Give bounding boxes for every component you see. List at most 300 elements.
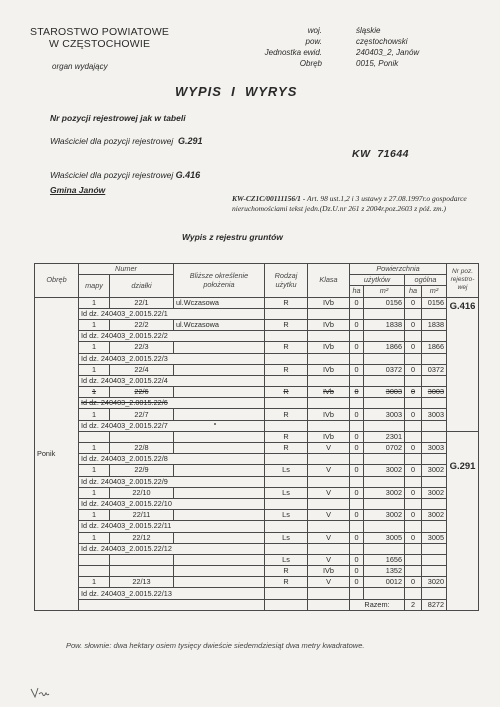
parcel-location [174, 487, 265, 498]
parcel-number: 22/1 [110, 297, 174, 308]
parcel-number: 22/11 [110, 510, 174, 521]
total-ha: 2 [405, 599, 422, 610]
parcel-id: Id dz. 240403_2.0015.22/2 [79, 331, 265, 342]
soil-class: IVb [308, 342, 350, 353]
empty-cell [174, 431, 265, 442]
register-extract-title: Wypis z rejestru gruntów [182, 232, 283, 242]
soil-class: IVb [308, 431, 350, 442]
use-area-ha: 0 [350, 510, 364, 521]
total-area-ha: 0 [405, 319, 422, 330]
empty-cell [265, 375, 308, 386]
empty-cell [364, 398, 405, 409]
empty-cell [110, 431, 174, 442]
use-area-m2: 1352 [364, 566, 405, 577]
area-in-words: Pow. słownie: dwa hektary osiem tysięcy dwieście siedemdziesiąt dwa metry kwadratowe. [66, 641, 365, 650]
parcel-number: 22/4 [110, 364, 174, 375]
owner-position: G.291 [178, 136, 203, 146]
empty-cell [364, 498, 405, 509]
empty-cell [265, 588, 308, 599]
parcel-number: 22/7 [110, 409, 174, 420]
issuing-authority [30, 26, 169, 50]
total-m2: 8272 [422, 599, 447, 610]
empty-cell [422, 476, 447, 487]
table-row [35, 577, 479, 588]
empty-cell [364, 476, 405, 487]
col-header-total-area: ogólna [405, 275, 447, 286]
col-header-area: Powierzchnia [350, 264, 447, 275]
total-area-ha: 0 [405, 443, 422, 454]
kw-code: KW-CZ1C/00111156/1 [232, 194, 301, 203]
owner-label: Właściciel dla pozycji rejestrowej [50, 136, 174, 146]
use-area-m2: 3002 [364, 510, 405, 521]
empty-cell [308, 353, 350, 364]
total-area-m2: 3003 [422, 409, 447, 420]
use-area-ha: 0 [350, 297, 364, 308]
use-area-ha: 0 [350, 554, 364, 565]
empty-cell [422, 375, 447, 386]
total-area-ha: 0 [405, 342, 422, 353]
empty-cell [405, 543, 422, 554]
empty-cell [350, 398, 364, 409]
empty-cell [308, 420, 350, 431]
parcel-id-row [35, 308, 479, 319]
land-use-type: Ls [265, 465, 308, 476]
parcel-id-row [35, 476, 479, 487]
use-area-m2: 0156 [364, 297, 405, 308]
soil-class: V [308, 532, 350, 543]
empty-cell [174, 554, 265, 565]
use-area-m2: 0702 [364, 443, 405, 454]
soil-class: IVb [308, 364, 350, 375]
empty-cell [265, 543, 308, 554]
map-number: 1 [79, 319, 110, 330]
table-row [35, 532, 479, 543]
empty-cell [364, 331, 405, 342]
parcel-location [174, 577, 265, 588]
parcel-number: 22/13 [110, 577, 174, 588]
empty-cell [350, 375, 364, 386]
empty-cell [308, 588, 350, 599]
land-registry-number: KW 71644 [352, 148, 410, 160]
parcel-id: Id dz. 240403_2.0015.22/10 [79, 498, 265, 509]
total-area-m2: 1866 [422, 342, 447, 353]
precinct-label: Obręb [299, 59, 322, 68]
use-area-ha: 0 [350, 487, 364, 498]
col-header-land-use: Rodzaj użytku [265, 264, 308, 298]
table-row [35, 431, 479, 442]
soil-class: V [308, 465, 350, 476]
col-header-use-ha: ha [350, 286, 364, 297]
soil-class: V [308, 487, 350, 498]
total-area-m2: 3002 [422, 487, 447, 498]
empty-cell [265, 498, 308, 509]
register-position-note: Nr pozycji rejestrowej jak w tabeli [50, 113, 186, 123]
owner-name: Gmina Janów [50, 185, 106, 195]
use-area-ha: 0 [350, 532, 364, 543]
empty-cell [405, 398, 422, 409]
empty-cell [265, 599, 308, 610]
empty-cell [350, 521, 364, 532]
empty-cell [422, 588, 447, 599]
parcel-number: 22/8 [110, 443, 174, 454]
empty-cell [405, 588, 422, 599]
soil-class: V [308, 443, 350, 454]
soil-class: IVb [308, 319, 350, 330]
empty-cell [265, 454, 308, 465]
land-use-type: R [265, 566, 308, 577]
empty-cell [350, 308, 364, 319]
parcel-id: Id dz. 240403_2.0015.22/12 [79, 543, 265, 554]
county-label: pow. [305, 37, 322, 46]
total-area-ha: 0 [405, 387, 422, 398]
soil-class: V [308, 510, 350, 521]
total-label: Razem: [350, 599, 405, 610]
empty-cell [405, 454, 422, 465]
use-area-ha: 0 [350, 431, 364, 442]
soil-class: IVb [308, 566, 350, 577]
total-area-m2: 3005 [422, 532, 447, 543]
col-header-use-area: użytków [350, 275, 405, 286]
empty-cell [422, 398, 447, 409]
empty-cell [422, 498, 447, 509]
empty-cell [350, 498, 364, 509]
empty-cell [405, 554, 422, 565]
map-number: 1 [79, 364, 110, 375]
map-number: 1 [79, 387, 110, 398]
legal-basis-note [232, 194, 472, 214]
map-number: 1 [79, 409, 110, 420]
total-area-m2: 3002 [422, 465, 447, 476]
land-use-type: Ls [265, 510, 308, 521]
parcel-id-row [35, 353, 479, 364]
col-header-precinct: Obręb [35, 264, 79, 298]
total-area-ha: 0 [405, 532, 422, 543]
parcel-location [174, 409, 265, 420]
total-area-m2: 3003 [422, 387, 447, 398]
use-area-m2: 3005 [364, 532, 405, 543]
parcel-location [174, 532, 265, 543]
parcel-id-row [35, 375, 479, 386]
total-area-ha: 0 [405, 487, 422, 498]
total-area-m2: 3002 [422, 510, 447, 521]
empty-cell [308, 375, 350, 386]
soil-class: IVb [308, 297, 350, 308]
soil-class: IVb [308, 409, 350, 420]
map-number: 1 [79, 297, 110, 308]
empty-cell [422, 543, 447, 554]
signature-mark [30, 686, 50, 700]
parcel-location [174, 465, 265, 476]
empty-cell [308, 543, 350, 554]
table-row [35, 342, 479, 353]
empty-cell [364, 375, 405, 386]
registration-unit-label: Jednostka ewid. [264, 48, 322, 57]
organ-label: organ wydający [52, 62, 108, 71]
map-number: 1 [79, 465, 110, 476]
parcel-id-row [35, 454, 479, 465]
document-title: WYPIS I WYRYS [175, 84, 298, 99]
empty-cell [265, 398, 308, 409]
empty-cell [364, 308, 405, 319]
land-use-type: R [265, 431, 308, 442]
table-row [35, 554, 479, 565]
empty-cell [308, 454, 350, 465]
use-area-m2: 1866 [364, 342, 405, 353]
empty-cell [79, 554, 110, 565]
use-area-ha: 0 [350, 577, 364, 588]
empty-cell [422, 454, 447, 465]
use-area-m2: 1656 [364, 554, 405, 565]
soil-class: V [308, 554, 350, 565]
use-area-m2: 1838 [364, 319, 405, 330]
col-header-class: Klasa [308, 264, 350, 298]
map-number: 1 [79, 532, 110, 543]
owner-position: G.416 [175, 170, 201, 180]
empty-cell [350, 588, 364, 599]
total-area-ha: 0 [405, 510, 422, 521]
voivodeship-value: śląskie [356, 26, 381, 35]
parcel-id-row [35, 331, 479, 342]
empty-cell [110, 554, 174, 565]
col-header-total-m2: m² [422, 286, 447, 297]
col-header-number: Numer [79, 264, 174, 275]
total-area-ha: 0 [405, 297, 422, 308]
empty-cell [110, 566, 174, 577]
empty-cell [405, 476, 422, 487]
empty-cell [405, 566, 422, 577]
use-area-ha: 0 [350, 409, 364, 420]
parcel-id: Id dz. 240403_2.0015.22/6 [79, 398, 265, 409]
soil-class: V [308, 577, 350, 588]
table-row [35, 487, 479, 498]
empty-cell [422, 521, 447, 532]
use-area-ha: 0 [350, 364, 364, 375]
empty-cell [364, 420, 405, 431]
empty-cell [308, 498, 350, 509]
empty-cell [364, 353, 405, 364]
parcel-id-row [35, 588, 479, 599]
empty-cell [405, 353, 422, 364]
empty-cell [405, 431, 422, 442]
total-area-m2: 3020 [422, 577, 447, 588]
empty-cell [308, 521, 350, 532]
legal-basis-text: - Art. 98 ust.1,2 i 3 ustawy z 27.08.1997r.o gospodarce nieruchomościami tekst jedn.(Dz.U.nr 261 z 2004r.poz.2603 z póź. zm.) [232, 194, 467, 213]
empty-cell [405, 331, 422, 342]
parcel-location: ul.Wczasowa [174, 297, 265, 308]
map-number: 1 [79, 342, 110, 353]
parcel-id: Id dz. 240403_2.0015.22/4 [79, 375, 265, 386]
empty-cell [364, 454, 405, 465]
empty-cell [308, 398, 350, 409]
voivodeship-label: woj. [307, 26, 322, 35]
total-area-ha: 0 [405, 364, 422, 375]
register-position: G.291 [447, 431, 479, 610]
empty-cell [79, 599, 265, 610]
empty-cell [405, 375, 422, 386]
use-area-m2: 3003 [364, 409, 405, 420]
empty-cell [79, 566, 110, 577]
use-area-ha: 0 [350, 566, 364, 577]
parcel-id: Id dz. 240403_2.0015.22/11 [79, 521, 265, 532]
map-number: 1 [79, 510, 110, 521]
empty-cell [422, 566, 447, 577]
parcel-id-row [35, 420, 479, 431]
parcel-id-row [35, 498, 479, 509]
parcel-number: 22/3 [110, 342, 174, 353]
total-row [35, 599, 479, 610]
soil-class: IVb [308, 387, 350, 398]
use-area-m2: 3002 [364, 465, 405, 476]
empty-cell [350, 420, 364, 431]
use-area-ha: 0 [350, 443, 364, 454]
empty-cell [422, 554, 447, 565]
parcel-id: Id dz. 240403_2.0015.22/7 [79, 420, 265, 431]
empty-cell [350, 454, 364, 465]
empty-cell [364, 543, 405, 554]
land-use-type: R [265, 577, 308, 588]
county-value: częstochowski [356, 37, 408, 46]
table-row [35, 387, 479, 398]
use-area-m2: 0372 [364, 364, 405, 375]
parcel-location [174, 510, 265, 521]
parcel-location [174, 364, 265, 375]
map-number: 1 [79, 487, 110, 498]
total-area-m2: 1838 [422, 319, 447, 330]
owner-line-2 [50, 170, 200, 180]
parcel-id: Id dz. 240403_2.0015.22/3 [79, 353, 265, 364]
registration-unit-value: 240403_2, Janów [356, 48, 420, 57]
land-use-type: R [265, 443, 308, 454]
authority-line-2: W CZĘSTOCHOWIE [48, 38, 151, 50]
empty-cell [364, 588, 405, 599]
land-register-table [34, 263, 479, 611]
total-area-ha: 0 [405, 465, 422, 476]
parcel-id-row [35, 543, 479, 554]
table-row [35, 566, 479, 577]
parcel-number: 22/2 [110, 319, 174, 330]
table-row [35, 465, 479, 476]
total-area-ha: 0 [405, 577, 422, 588]
table-row [35, 409, 479, 420]
empty-cell [308, 476, 350, 487]
land-register-body [35, 297, 479, 610]
authority-line-1: STAROSTWO POWIATOWE [30, 26, 170, 38]
table-row [35, 364, 479, 375]
parcel-id: Id dz. 240403_2.0015.22/1 [79, 308, 265, 319]
col-header-use-m2: m² [364, 286, 405, 297]
col-header-map: mapy [79, 275, 110, 297]
total-area-m2: 0156 [422, 297, 447, 308]
empty-cell [422, 353, 447, 364]
table-row [35, 443, 479, 454]
parcel-number: 22/6 [110, 387, 174, 398]
land-use-type: R [265, 297, 308, 308]
land-use-type: R [265, 387, 308, 398]
parcel-location: ul.Wczasowa [174, 319, 265, 330]
empty-cell [422, 331, 447, 342]
parcel-id-row [35, 398, 479, 409]
empty-cell [265, 476, 308, 487]
parcel-id: Id dz. 240403_2.0015.22/13 [79, 588, 265, 599]
col-header-total-ha: ha [405, 286, 422, 297]
table-row [35, 510, 479, 521]
use-area-ha: 0 [350, 387, 364, 398]
empty-cell [422, 431, 447, 442]
use-area-ha: 0 [350, 342, 364, 353]
land-use-type: Ls [265, 532, 308, 543]
owner-label: Właściciel dla pozycji rejestrowej [50, 170, 174, 180]
empty-cell [79, 431, 110, 442]
table-row [35, 319, 479, 330]
parcel-id: Id dz. 240403_2.0015.22/8 [79, 454, 265, 465]
land-use-type: R [265, 342, 308, 353]
empty-cell [308, 331, 350, 342]
empty-cell [265, 420, 308, 431]
empty-cell [265, 521, 308, 532]
empty-cell [174, 566, 265, 577]
col-header-parcel: działki [110, 275, 174, 297]
parcel-location [174, 443, 265, 454]
empty-cell [350, 353, 364, 364]
use-area-m2: 0012 [364, 577, 405, 588]
use-area-m2: 2301 [364, 431, 405, 442]
precinct-cell: Ponik [35, 297, 79, 610]
scan-speck [214, 423, 216, 425]
empty-cell [350, 543, 364, 554]
table-row [35, 297, 479, 308]
land-use-type: R [265, 409, 308, 420]
land-use-type: Ls [265, 554, 308, 565]
parcel-number: 22/10 [110, 487, 174, 498]
col-header-register-position: Nr poz. rejestro-wej [447, 264, 479, 298]
empty-cell [405, 521, 422, 532]
precinct-value: 0015, Ponik [356, 59, 399, 68]
use-area-m2: 3002 [364, 487, 405, 498]
parcel-location [174, 342, 265, 353]
land-use-type: Ls [265, 487, 308, 498]
col-header-location: Bliższe określenie położenia [174, 264, 265, 298]
land-use-type: R [265, 319, 308, 330]
empty-cell [265, 308, 308, 319]
empty-cell [364, 521, 405, 532]
empty-cell [350, 331, 364, 342]
empty-cell [405, 420, 422, 431]
use-area-ha: 0 [350, 319, 364, 330]
parcel-number: 22/12 [110, 532, 174, 543]
empty-cell [265, 331, 308, 342]
use-area-m2: 3003 [364, 387, 405, 398]
parcel-id-row [35, 521, 479, 532]
use-area-ha: 0 [350, 465, 364, 476]
total-area-m2: 0372 [422, 364, 447, 375]
map-number: 1 [79, 577, 110, 588]
register-position: G.416 [447, 297, 479, 431]
parcel-number: 22/9 [110, 465, 174, 476]
parcel-location [174, 387, 265, 398]
owner-line-1 [50, 136, 203, 146]
parcel-id: Id dz. 240403_2.0015.22/9 [79, 476, 265, 487]
total-area-m2: 3003 [422, 443, 447, 454]
map-number: 1 [79, 443, 110, 454]
empty-cell [350, 476, 364, 487]
empty-cell [422, 308, 447, 319]
total-area-ha: 0 [405, 409, 422, 420]
empty-cell [422, 420, 447, 431]
empty-cell [405, 498, 422, 509]
empty-cell [308, 308, 350, 319]
empty-cell [405, 308, 422, 319]
empty-cell [265, 353, 308, 364]
